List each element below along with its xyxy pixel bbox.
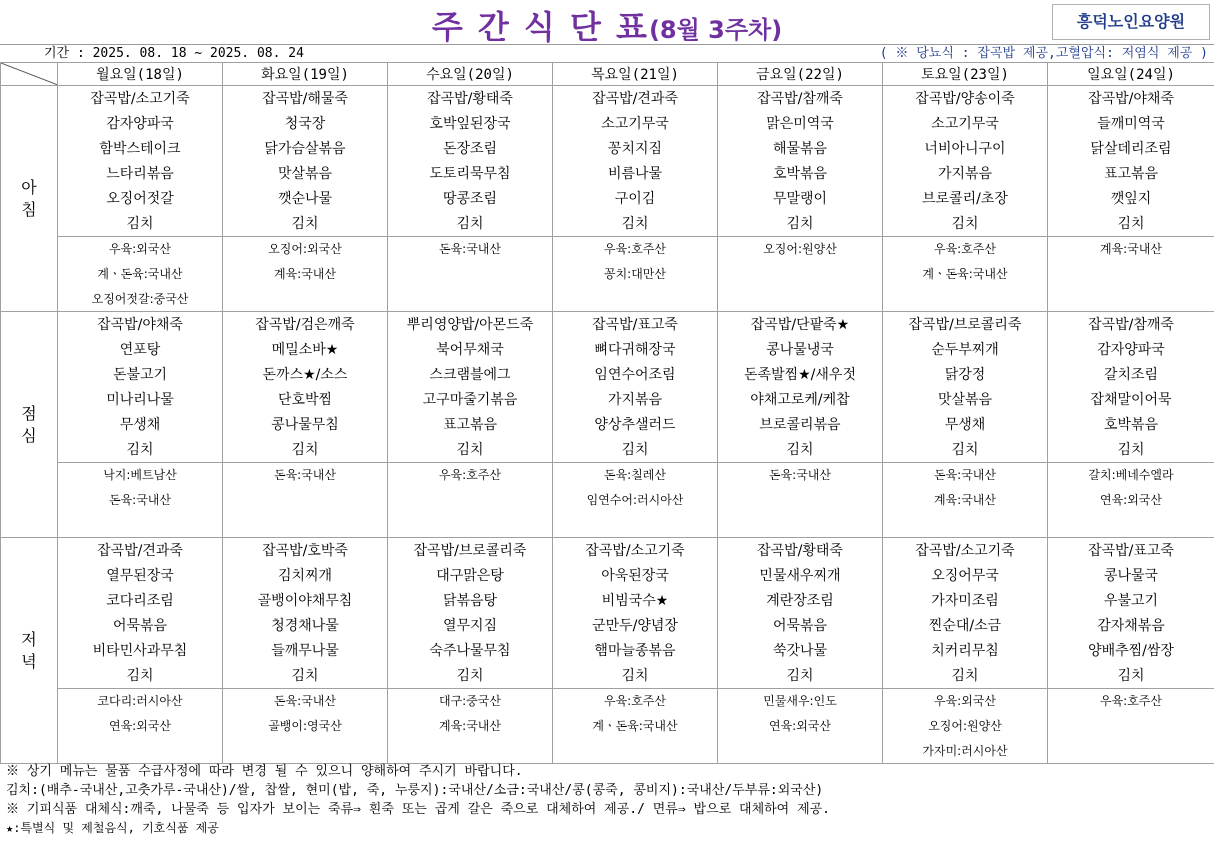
dish-item: 감자양파국: [1097, 342, 1165, 358]
dish-item: 청국장: [284, 116, 326, 132]
meal-label-char: 녁: [21, 651, 37, 671]
dish-item: 닭볶음탕: [442, 593, 498, 609]
dish-item: 깻순나물: [277, 191, 333, 207]
dish-cell: [58, 538, 223, 689]
dish-item: 잡곡밥/견과죽: [592, 91, 678, 107]
dish-cell: [883, 86, 1048, 237]
origin-item: 우육:호주산: [1099, 694, 1162, 708]
dish-item: 찐순대/소금: [928, 618, 1002, 634]
dish-item: 임연수어조림: [594, 367, 676, 383]
dish-item: 들깨무나물: [271, 643, 339, 659]
dish-item: 맛살볶음: [277, 166, 333, 182]
footer-notes: [6, 762, 1206, 837]
dish-item: 양배추찜/쌈장: [1088, 643, 1174, 659]
diet-note: ( ※ 당뇨식 : 잡곡밥 제공,고혈압식: 저염식 제공 ): [879, 46, 1208, 61]
dish-item: 북어무채국: [436, 342, 504, 358]
day-header: 목요일(21일): [553, 63, 718, 86]
dish-item: 청경채나물: [271, 618, 339, 634]
dish-item: 잡곡밥/야채죽: [1088, 91, 1174, 107]
dish-item: 잡곡밥/참깨죽: [1088, 317, 1174, 333]
dish-cell: [883, 538, 1048, 689]
dish-cell: [718, 312, 883, 463]
dish-item: 군만두/양념장: [592, 618, 678, 634]
dish-item: 양상추샐러드: [594, 417, 676, 433]
dish-item: 쑥갓나물: [772, 643, 828, 659]
dish-item: 순두부찌개: [931, 342, 999, 358]
dish-item: 미나리나물: [106, 392, 174, 408]
meal-label-char: 저: [21, 629, 37, 649]
origin-cell: [388, 463, 553, 538]
dish-item: 돈불고기: [112, 367, 168, 383]
dish-item: 구이김: [614, 191, 656, 207]
dish-item: 잡곡밥/검은깨죽: [255, 317, 355, 333]
title-sub: (8월 3주차): [648, 16, 783, 44]
dish-cell: [58, 86, 223, 237]
origin-item: 우육:호주산: [438, 468, 501, 482]
dish-item: 무생채: [944, 417, 986, 433]
meal-label: [1, 312, 58, 538]
dish-item: 가자미조림: [931, 593, 999, 609]
dish-cell: [1048, 86, 1214, 237]
origin-item: 코다리:러시아산: [97, 694, 183, 708]
dish-item: 갈치조림: [1103, 367, 1159, 383]
origin-item: 꽁치:대만산: [603, 267, 666, 281]
dish-item: 가지볶음: [937, 166, 993, 182]
dish-cell: [388, 538, 553, 689]
origin-item: 돈육:국내산: [933, 468, 996, 482]
dish-item: 감자양파국: [106, 116, 174, 132]
dish-item: 잡곡밥/야채죽: [97, 317, 183, 333]
origin-cell: [1048, 237, 1214, 312]
dish-item: 콩나물국: [1103, 568, 1159, 584]
day-header: 수요일(20일): [388, 63, 553, 86]
dish-cell: [223, 538, 388, 689]
dish-item: 닭강정: [944, 367, 986, 383]
dish-item: 맛살볶음: [937, 392, 993, 408]
origin-cell: [553, 237, 718, 312]
origin-item: 임연수어:러시아산: [586, 493, 684, 507]
dish-cell: [388, 312, 553, 463]
dish-item: 잡곡밥/양송이죽: [915, 91, 1015, 107]
dish-item: 김치: [291, 216, 319, 232]
dish-cell: [223, 86, 388, 237]
dish-item: 어묵볶음: [772, 618, 828, 634]
dish-item: 김치: [951, 668, 979, 684]
origin-item: 계육:국내산: [438, 719, 501, 733]
diagonal-line-icon: [1, 63, 58, 85]
dish-cell: [718, 538, 883, 689]
meal-label-char: 점: [21, 403, 37, 423]
dish-cell: [718, 86, 883, 237]
day-header: 화요일(19일): [223, 63, 388, 86]
origin-item: 계ㆍ돈육:국내산: [97, 267, 183, 281]
origin-item: 계육:국내산: [933, 493, 996, 507]
dish-item: 치커리무침: [931, 643, 999, 659]
dish-item: 숙주나물무침: [429, 643, 511, 659]
corner-cell: [1, 63, 58, 86]
origin-item: 우육:외국산: [108, 242, 171, 256]
day-header: 금요일(22일): [718, 63, 883, 86]
dish-cell: [1048, 538, 1214, 689]
dish-item: 김치: [951, 442, 979, 458]
header-row: [1, 63, 1214, 86]
origin-item: 가자미:러시아산: [922, 744, 1008, 758]
dish-item: 코다리조림: [106, 593, 174, 609]
dish-item: 맑은미역국: [766, 116, 834, 132]
origin-item: 우육:호주산: [603, 242, 666, 256]
meal-label-char: 심: [21, 425, 37, 445]
origin-cell: [883, 463, 1048, 538]
meal-dishes-row: [1, 312, 1214, 463]
origin-item: 갈치:베네수엘라: [1088, 468, 1174, 482]
origin-cell: [718, 689, 883, 764]
dish-item: 잡곡밥/견과죽: [97, 543, 183, 559]
meal-origin-row: [1, 689, 1214, 764]
dish-item: 햄마늘종볶음: [594, 643, 676, 659]
dish-item: 잡곡밥/참깨죽: [757, 91, 843, 107]
dish-item: 돈까스★/소스: [262, 367, 348, 383]
origin-item: 오징어젓갈:중국산: [91, 292, 189, 306]
dish-item: 표고볶음: [1103, 166, 1159, 182]
dish-cell: [883, 312, 1048, 463]
dish-item: 도토리묵무침: [429, 166, 511, 182]
dish-item: 민물새우찌개: [759, 568, 841, 584]
dish-item: 김치: [291, 442, 319, 458]
origin-item: 돈육:국내산: [273, 694, 336, 708]
meal-dishes-row: [1, 86, 1214, 237]
origin-item: 돈육:국내산: [438, 242, 501, 256]
origin-item: 돈육:칠레산: [603, 468, 666, 482]
dish-item: 김치: [126, 668, 154, 684]
dish-item: 김치: [1117, 216, 1145, 232]
origin-cell: [1048, 463, 1214, 538]
day-header: 토요일(23일): [883, 63, 1048, 86]
dish-item: 들깨미역국: [1097, 116, 1165, 132]
dish-item: 잡곡밥/표고죽: [592, 317, 678, 333]
day-header: 월요일(18일): [58, 63, 223, 86]
dish-item: 골뱅이야채무침: [257, 593, 353, 609]
origin-cell: [388, 237, 553, 312]
dish-item: 너비아니구이: [924, 141, 1006, 157]
title-main: 주 간 식 단 표: [431, 8, 649, 46]
origin-item: 민물새우:인도: [763, 694, 837, 708]
meal-label-char: 아: [21, 177, 37, 197]
dish-item: 돈장조림: [442, 141, 498, 157]
dish-cell: [223, 312, 388, 463]
origin-item: 연육:외국산: [768, 719, 831, 733]
dish-item: 오징어젓갈: [106, 191, 174, 207]
meal-origin-row: [1, 237, 1214, 312]
origin-item: 계ㆍ돈육:국내산: [922, 267, 1008, 281]
dish-item: 무생채: [119, 417, 161, 433]
dish-item: 콩나물냉국: [766, 342, 834, 358]
origin-cell: [718, 463, 883, 538]
dish-item: 김치: [621, 216, 649, 232]
origin-cell: [883, 237, 1048, 312]
dish-item: 소고기무국: [601, 116, 669, 132]
origin-item: 오징어:원양산: [928, 719, 1002, 733]
dish-item: 김치: [621, 442, 649, 458]
dish-item: 오징어무국: [931, 568, 999, 584]
dish-item: 무말랭이: [772, 191, 828, 207]
origin-item: 계ㆍ돈육:국내산: [592, 719, 678, 733]
organization-name: 흥덕노인요양원: [1052, 4, 1210, 40]
dish-item: 브로콜리/초장: [922, 191, 1008, 207]
origin-item: 계육:국내산: [273, 267, 336, 281]
dish-item: 꽁치지짐: [607, 141, 663, 157]
dish-item: 우불고기: [1103, 593, 1159, 609]
dish-item: 열무지짐: [442, 618, 498, 634]
origin-cell: [553, 689, 718, 764]
dish-item: 김치: [786, 216, 814, 232]
origin-item: 우육:호주산: [933, 242, 996, 256]
dish-item: 야채고로케/케찹: [750, 392, 850, 408]
dish-cell: [553, 312, 718, 463]
dish-cell: [553, 86, 718, 237]
dish-item: 해물볶음: [772, 141, 828, 157]
dish-item: 김치: [456, 442, 484, 458]
meal-dishes-row: [1, 538, 1214, 689]
origin-cell: [223, 689, 388, 764]
meal-label-char: 침: [21, 199, 37, 219]
dish-item: 잡곡밥/소고기죽: [585, 543, 685, 559]
origin-item: 돈육:국내산: [768, 468, 831, 482]
origin-item: 돈육:국내산: [273, 468, 336, 482]
origin-cell: [223, 237, 388, 312]
origin-cell: [58, 689, 223, 764]
dish-item: 느타리볶음: [106, 166, 174, 182]
dish-item: 계란장조림: [766, 593, 834, 609]
dish-item: 김치: [1117, 442, 1145, 458]
origin-item: 우육:호주산: [603, 694, 666, 708]
period-text: 기간 : 2025. 08. 18 ~ 2025. 08. 24: [44, 46, 304, 61]
dish-item: 김치: [786, 442, 814, 458]
origin-item: 오징어:외국산: [268, 242, 342, 256]
page-title: [0, 2, 1214, 48]
dish-item: 브로콜리볶음: [759, 417, 841, 433]
dish-item: 깻잎지: [1110, 191, 1152, 207]
dish-item: 호박잎된장국: [429, 116, 511, 132]
dish-cell: [388, 86, 553, 237]
dish-item: 단호박찜: [277, 392, 333, 408]
dish-item: 돈족발찜★/새우젓: [744, 367, 856, 383]
dish-item: 잡곡밥/브로콜리죽: [908, 317, 1022, 333]
dish-item: 비타민사과무침: [92, 643, 188, 659]
origin-item: 연육:외국산: [108, 719, 171, 733]
origin-item: 돈육:국내산: [108, 493, 171, 507]
dish-cell: [553, 538, 718, 689]
dish-item: 김치: [126, 216, 154, 232]
dish-item: 소고기무국: [931, 116, 999, 132]
origin-cell: [223, 463, 388, 538]
dish-item: 잡곡밥/브로콜리죽: [413, 543, 527, 559]
footer-note: 김치:(배추-국내산,고춧가루-국내산)/쌀, 찹쌀, 현미(밥, 죽, 누룽지):국내산/소금:국내산/콩(콩죽, 콩비지):국내산/두부류:외국산): [6, 783, 824, 798]
dish-item: 김치: [1117, 668, 1145, 684]
dish-item: 잡곡밥/해물죽: [262, 91, 348, 107]
dish-item: 표고볶음: [442, 417, 498, 433]
dish-item: 김치: [126, 442, 154, 458]
dish-cell: [58, 312, 223, 463]
dish-item: 대구맑은탕: [436, 568, 504, 584]
origin-item: 오징어:원양산: [763, 242, 837, 256]
meal-origin-row: [1, 463, 1214, 538]
dish-item: 김치찌개: [277, 568, 333, 584]
dish-item: 닭살데리조림: [1090, 141, 1172, 157]
dish-item: 연포탕: [119, 342, 161, 358]
origin-cell: [388, 689, 553, 764]
dish-item: 잡곡밥/소고기죽: [90, 91, 190, 107]
origin-cell: [1048, 689, 1214, 764]
dish-item: 김치: [291, 668, 319, 684]
dish-item: 어묵볶음: [112, 618, 168, 634]
dish-item: 잡채말이어묵: [1090, 392, 1172, 408]
origin-item: 계육:국내산: [1099, 242, 1162, 256]
origin-item: 대구:중국산: [438, 694, 501, 708]
dish-item: 뼈다귀해장국: [594, 342, 676, 358]
origin-item: 우육:외국산: [933, 694, 996, 708]
dish-item: 아욱된장국: [601, 568, 669, 584]
origin-cell: [718, 237, 883, 312]
footer-note: ※ 상기 메뉴는 물품 수급사정에 따라 변경 될 수 있으니 양해하여 주시기 바랍니다.: [6, 764, 523, 779]
dish-item: 열무된장국: [106, 568, 174, 584]
dish-cell: [1048, 312, 1214, 463]
dish-item: 스크램블에그: [429, 367, 511, 383]
dish-item: 감자채볶음: [1097, 618, 1165, 634]
origin-cell: [883, 689, 1048, 764]
meal-label: [1, 538, 58, 764]
dish-item: 잡곡밥/단팥죽★: [750, 317, 850, 333]
dish-item: 비름나물: [607, 166, 663, 182]
dish-item: 호박볶음: [772, 166, 828, 182]
menu-body: [1, 86, 1214, 764]
dish-item: 잡곡밥/황태죽: [427, 91, 513, 107]
menu-table: [0, 62, 1214, 764]
dish-item: 함박스테이크: [99, 141, 181, 157]
origin-item: 연육:외국산: [1099, 493, 1162, 507]
dish-item: 콩나물무침: [271, 417, 339, 433]
dish-item: 뿌리영양밥/아몬드죽: [406, 317, 534, 333]
dish-item: 김치: [621, 668, 649, 684]
meal-label: [1, 86, 58, 312]
dish-item: 비빔국수★: [601, 593, 669, 609]
dish-item: 김치: [951, 216, 979, 232]
dish-item: 닭가슴살볶음: [264, 141, 346, 157]
day-header: 일요일(24일): [1048, 63, 1214, 86]
origin-item: 낙지:베트남산: [103, 468, 177, 482]
origin-item: 골뱅이:영국산: [268, 719, 342, 733]
dish-item: 땅콩조림: [442, 191, 498, 207]
dish-item: 잡곡밥/표고죽: [1088, 543, 1174, 559]
dish-item: 잡곡밥/호박죽: [262, 543, 348, 559]
dish-item: 가지볶음: [607, 392, 663, 408]
footer-note: ★:특별식 및 제철음식, 기호식품 제공: [6, 821, 219, 835]
dish-item: 김치: [456, 216, 484, 232]
dish-item: 고구마줄기볶음: [422, 392, 518, 408]
dish-item: 김치: [786, 668, 814, 684]
origin-cell: [58, 237, 223, 312]
dish-item: 잡곡밥/황태죽: [757, 543, 843, 559]
origin-cell: [553, 463, 718, 538]
dish-item: 잡곡밥/소고기죽: [915, 543, 1015, 559]
origin-cell: [58, 463, 223, 538]
dish-item: 김치: [456, 668, 484, 684]
footer-note: ※ 기피식품 대체식:깨죽, 나물죽 등 입자가 보이는 죽류⇒ 흰죽 또는 곱게 갈은 죽으로 대체하여 제공./ 면류⇒ 밥으로 대체하여 제공.: [6, 802, 831, 817]
dish-item: 호박볶음: [1103, 417, 1159, 433]
dish-item: 메밀소바★: [271, 342, 339, 358]
title-bar: [0, 0, 1214, 45]
